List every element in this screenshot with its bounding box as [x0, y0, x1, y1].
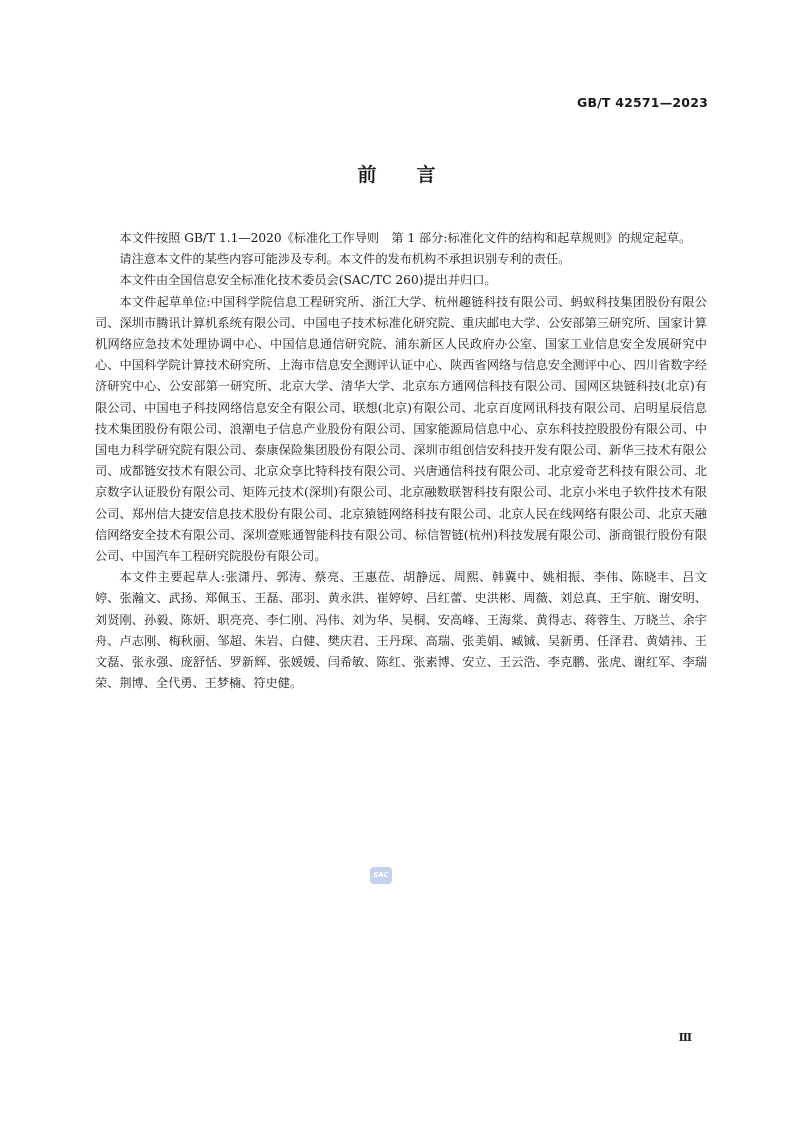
page-title — [0, 160, 793, 187]
title-char-1: 前 — [357, 164, 377, 186]
paragraph-drafting-rules: 本文件按照 GB/T 1.1—2020《标准化工作导则 第 1 部分:标准化文件的结构和起草规则》的规定起草。 — [119, 231, 692, 245]
paragraph-drafting-units: 本文件起草单位:中国科学院信息工程研究所、浙江大学、杭州趣链科技有限公司、蚂蚁科技集团股份有限公司、深圳市腾讯计算机系统有限公司、中国电子技术标准化研究院、重庆邮电大学、公安部第三研究所、国家计算机网络应急技术处理协调中心、中国信息通信研究院、浦东新区人民政府办公室、国家工业信息安全发展研究中心、中国科学院计算技术研究所、上海市信息安全测评认证中心、陕西省网络与信息安全测评中心、四川省数字经济研究中心、公安部第一研究所、北京大学、清华大学、北京东方通网信科技有限公司、国网区块链科技(北京)有限公司、中国电子科技网络信息安全有限公司、联想(北京)有限公司、北京百度网讯科技有限公司、启明星辰信息技术集团股份有限公司、浪潮电子信息产业股份有限公司、国家能源局信息中心、京东科技控股股份有限公司、中国电力科学研究院有限公司、泰康保险集团股份有限公司、深圳市组创信安科技开发有限公司、新华三技术有限公司、成都链安技术有限公司、北京众享比特科技有限公司、兴唐通信科技有限公司、北京爱奇艺科技有限公司、北京数字认证股份有限公司、矩阵元技术(深圳)有限公司、北京融数联智科技有限公司、北京小米电子软件技术有限公司、郑州信大捷安信息技术股份有限公司、北京猿链网络科技有限公司、北京人民在线网络有限公司、北京天融信网络安全技术有限公司、深圳壹账通智能科技有限公司、标信智链(杭州)科技发展有限公司、浙商银行股份有限公司、中国汽车工程研究院股份有限公司。 — [95, 294, 707, 564]
paragraph-proposer: 本文件由全国信息安全标准化技术委员会(SAC/TC 260)提出并归口。 — [119, 273, 497, 288]
standard-number: GB/T 42571—2023 — [576, 95, 708, 110]
paragraph-drafters: 本文件主要起草人:张潇丹、郭涛、蔡亮、王惠莅、胡静远、周熙、韩冀中、姚相振、李伟、陈晓丰、吕文婷、张瀚文、武扬、郑佩玉、王磊、邵羽、黄永洪、崔婷婷、吕红蕾、史洪彬、周薇、刘总真、王宇航、谢安明、刘贤刚、孙毅、陈妍、职亮亮、李仁刚、冯伟、刘为华、吴桐、安高峰、王海棠、黄得志、蒋蓉生、万晓兰、余宇舟、卢志刚、梅秋丽、邹超、朱岩、白健、樊庆君、王丹琛、高瑞、张美娟、臧铖、吴新勇、任泽君、黄婧祎、王文磊、张永强、庞舒恬、罗新辉、张媛媛、闫希敏、陈红、张素博、安立、王云浩、李克鹏、张虎、谢红军、李瑞荣、荆博、全代勇、王梦楠、符史健。 — [95, 570, 707, 691]
sac-watermark-logo: SAC — [370, 867, 392, 884]
paragraph-patent-notice: 请注意本文件的某些内容可能涉及专利。本文件的发布机构不承担识别专利的责任。 — [119, 252, 571, 267]
foreword-body — [95, 228, 707, 694]
page-number: Ⅲ — [678, 1031, 692, 1044]
title-char-2: 言 — [416, 164, 436, 186]
